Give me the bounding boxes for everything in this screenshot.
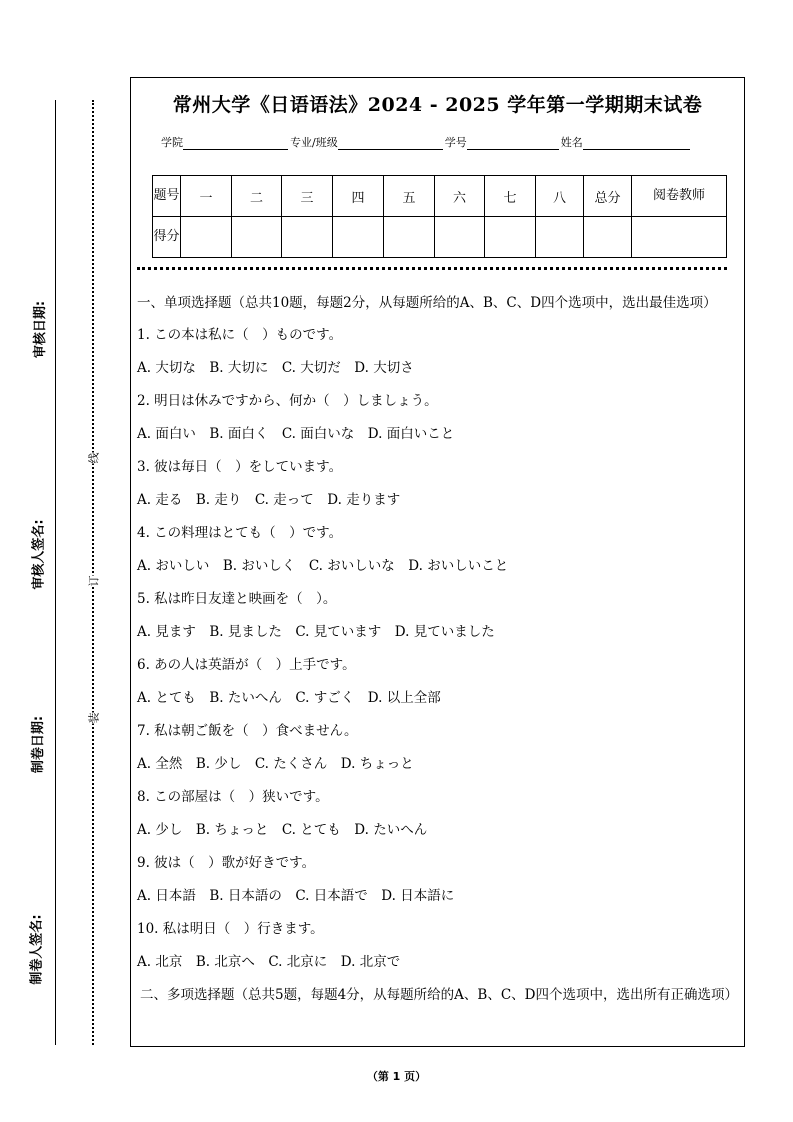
col-2: 二 — [232, 176, 282, 217]
question-options: A. 少し B. ちょっと C. とても D. たいへん — [137, 822, 428, 838]
col-grader: 阅卷教师 — [632, 176, 727, 217]
score-cell[interactable] — [435, 217, 485, 258]
question-options: A. 大切な B. 大切に C. 大切だ D. 大切さ — [137, 360, 414, 376]
question-list — [137, 324, 740, 984]
score-value-row — [153, 217, 727, 258]
paper-maker-signature-label: 制卷人签名: — [29, 914, 45, 985]
question-options: A. 日本語 B. 日本語の C. 日本語で D. 日本語に — [137, 888, 455, 904]
major-class-field[interactable] — [338, 137, 443, 150]
score-cell-grader[interactable] — [632, 217, 727, 258]
college-label: 学院 — [161, 136, 183, 149]
name-field[interactable] — [583, 137, 690, 150]
binding-mark-staple: 订 — [87, 575, 101, 587]
name-label: 姓名 — [560, 136, 583, 149]
paper-date-label: 制卷日期: — [31, 715, 47, 774]
score-table — [152, 175, 727, 258]
question-text: 5. 私は昨日友達と映画を（ ）。 — [137, 591, 337, 607]
exam-frame — [130, 77, 745, 1047]
student-id-field[interactable] — [467, 137, 559, 150]
dotted-separator — [137, 267, 727, 270]
question-text: 9. 彼は（ ）歌が好きです。 — [137, 855, 316, 871]
question-text: 7. 私は朝ご飯を（ ）食べません。 — [137, 723, 358, 739]
score-cell[interactable] — [232, 217, 282, 258]
score-cell[interactable] — [333, 217, 384, 258]
col-4: 四 — [333, 176, 384, 217]
col-8: 八 — [536, 176, 584, 217]
binding-mark-bind: 装 — [87, 712, 101, 724]
score-header-row — [153, 176, 727, 217]
score-cell[interactable] — [282, 217, 333, 258]
question-options: A. とても B. たいへん C. すごく D. 以上全部 — [137, 690, 441, 706]
score-cell[interactable] — [485, 217, 536, 258]
reviewer-signature-label: 审核人签名: — [31, 519, 47, 590]
col-6: 六 — [435, 176, 485, 217]
exam-title: 常州大学《日语语法》2024 - 2025 学年第一学期期末试卷 — [172, 94, 703, 116]
score-cell-total[interactable] — [584, 217, 632, 258]
exam-content — [137, 292, 740, 1016]
binding-solid-line — [55, 100, 56, 1045]
score-cell[interactable] — [384, 217, 435, 258]
question-text: 10. 私は明日（ ）行きます。 — [137, 921, 324, 937]
score-cell[interactable] — [181, 217, 232, 258]
college-field[interactable] — [183, 137, 288, 150]
col-1: 一 — [181, 176, 232, 217]
score-cell[interactable] — [536, 217, 584, 258]
student-info-row — [161, 134, 692, 150]
score-label-cell: 得分 — [153, 217, 181, 258]
question-text: 3. 彼は毎日（ ）をしています。 — [137, 459, 343, 475]
col-total: 总分 — [584, 176, 632, 217]
page-number: （第 1 页） — [366, 1070, 427, 1083]
question-text: 8. この部屋は（ ）狭いです。 — [137, 789, 329, 805]
question-options: A. 見ます B. 見ました C. 見ています D. 見ていました — [137, 624, 495, 640]
binding-dotted-line — [92, 100, 94, 1045]
section2-heading: 二、多项选择题（总共5题，每题4分，从每题所给的A、B、C、D四个选项中，选出所有正确选项） — [140, 987, 738, 1003]
review-date-label: 审核日期: — [33, 300, 49, 359]
col-3: 三 — [282, 176, 333, 217]
question-text: 4. この料理はとても（ ）です。 — [137, 525, 343, 541]
section1-heading: 一、单项选择题（总共10题，每题2分，从每题所给的A、B、C、D四个选项中，选出最佳选项） — [137, 295, 717, 311]
col-5: 五 — [384, 176, 435, 217]
question-options: A. 面白い B. 面白く C. 面白いな D. 面白いこと — [137, 426, 455, 442]
question-options: A. 走る B. 走り C. 走って D. 走ります — [137, 492, 401, 508]
question-text: 1. この本は私に（ ）ものです。 — [137, 327, 343, 343]
col-7: 七 — [485, 176, 536, 217]
student-id-label: 学号 — [444, 136, 467, 149]
question-options: A. 全然 B. 少し C. たくさん D. ちょっと — [137, 756, 414, 772]
header-label-cell: 题号 — [153, 176, 181, 217]
major-class-label: 专业/班级 — [290, 136, 338, 149]
question-options: A. おいしい B. おいしく C. おいしいな D. おいしいこと — [137, 558, 509, 574]
question-text: 6. あの人は英語が（ ）上手です。 — [137, 657, 356, 673]
question-text: 2. 明日は休みですから、何か（ ）しましょう。 — [137, 393, 438, 409]
binding-mark-line: 线 — [87, 452, 101, 464]
question-options: A. 北京 B. 北京へ C. 北京に D. 北京で — [137, 954, 401, 970]
